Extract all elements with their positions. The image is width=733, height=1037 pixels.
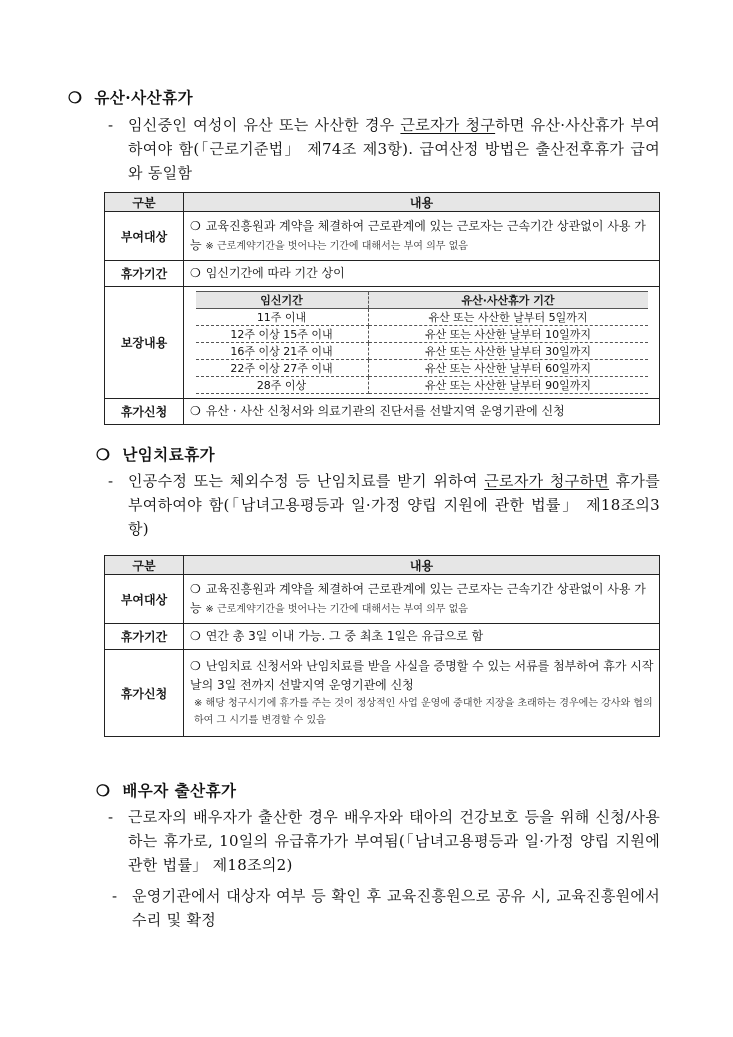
paragraph-spouse-leave-1 <box>108 805 660 877</box>
row-content <box>184 650 660 737</box>
paragraph-text: 근로자의 배우자가 출산한 경우 배우자와 태아의 건강보호 등을 위해 신청/사용하는 휴가로, 10일의 유급휴가가 부여됨(「남녀고용평등과 일·가정 양립 지원에 관한 법률」 제18조의2) <box>128 808 660 874</box>
table-row-application <box>105 650 660 737</box>
paragraph-text: 임신중인 여성이 유산 또는 사산한 경우 근로자가 청구하면 유산·사산휴가 부여하여야 함(「근로기준법」 제74조 제3항). 급여산정 방법은 출산전후휴가 급여와 동일함 <box>128 116 660 182</box>
circle-bullet-icon: ❍ <box>190 659 201 673</box>
circle-bullet-icon: ❍ <box>190 581 201 596</box>
inner-cell-leave: 유산 또는 사산한 날부터 5일까지 <box>368 309 648 326</box>
section-title-text: 유산·사산휴가 <box>94 88 194 107</box>
inner-header-row <box>196 292 648 309</box>
row-content: ❍ 임신기간에 따라 기간 상이 <box>184 261 660 287</box>
inner-cell-leave: 유산 또는 사산한 날부터 60일까지 <box>368 360 648 377</box>
row-content <box>184 287 660 399</box>
inner-cell-leave: 유산 또는 사산한 날부터 90일까지 <box>368 377 648 394</box>
header-content: 내용 <box>184 556 660 575</box>
dash-bullet: - <box>108 808 114 826</box>
inner-cell-period: 12주 이상 15주 이내 <box>196 326 369 343</box>
table-row-application <box>105 399 660 425</box>
underlined-phrase: 근로자가 청구 <box>400 116 496 134</box>
note-text: ※ 근로계약기간을 벗어나는 기간에 대해서는 부여 의무 없음 <box>205 240 468 252</box>
circle-bullet-icon: ❍ <box>190 404 201 418</box>
row-label: 휴가기간 <box>105 624 184 650</box>
inner-cell-leave: 유산 또는 사산한 날부터 10일까지 <box>368 326 648 343</box>
row-content: ❍ 교육진흥원과 계약을 체결하여 근로관계에 있는 근로자는 근속기간 상관없이 사용 가능 ※ 근로계약기간을 벗어나는 기간에 대해서는 부여 의무 없음 <box>184 575 660 624</box>
table-row-eligibility <box>105 575 660 624</box>
row-label: 부여대상 <box>105 212 184 261</box>
table-row <box>196 377 648 394</box>
row-label: 휴가기간 <box>105 261 184 287</box>
dash-bullet: - <box>112 887 118 905</box>
table-row-period <box>105 261 660 287</box>
paragraph-text: 인공수정 또는 체외수정 등 난임치료를 받기 위하여 근로자가 청구하면 휴가를 부여하여야 함(「남녀고용평등과 일·가정 양립 지원에 관한 법률」 제18조의3항) <box>128 472 660 538</box>
row-label: 휴가신청 <box>105 399 184 425</box>
application-text: ❍ 난임치료 신청서와 난임치료를 받을 사실을 증명할 수 있는 서류를 첨부하여 휴가 시작 날의 3일 전까지 선발지역 운영기관에 신청 <box>190 659 654 692</box>
circle-bullet-icon: ❍ <box>68 88 83 107</box>
table-row <box>196 360 648 377</box>
paragraph-miscarriage-leave <box>108 113 660 185</box>
note-text: ※ 근로계약기간을 벗어나는 기간에 대해서는 부여 의무 없음 <box>205 603 468 615</box>
table-row-eligibility <box>105 212 660 261</box>
inner-cell-period: 28주 이상 <box>196 377 369 394</box>
header-content: 내용 <box>184 193 660 212</box>
table-row-coverage <box>105 287 660 399</box>
table-row <box>196 343 648 360</box>
inner-cell-period: 16주 이상 21주 이내 <box>196 343 369 360</box>
circle-bullet-icon: ❍ <box>190 629 201 643</box>
section-title-miscarriage-leave <box>68 86 193 108</box>
table-row <box>196 309 648 326</box>
infertility-leave-table <box>104 555 660 737</box>
section-title-infertility-leave <box>96 443 215 465</box>
row-content: ❍ 교육진흥원과 계약을 체결하여 근로관계에 있는 근로자는 근속기간 상관없이 사용 가능 ※ 근로계약기간을 벗어나는 기간에 대해서는 부여 의무 없음 <box>184 212 660 261</box>
header-category: 구분 <box>105 193 184 212</box>
table-row-period <box>105 624 660 650</box>
underlined-phrase: 근로자가 청구하면 <box>484 472 610 490</box>
circle-bullet-icon: ❍ <box>96 781 111 800</box>
table-row <box>196 326 648 343</box>
row-label: 보장내용 <box>105 287 184 399</box>
paragraph-infertility-leave <box>108 469 660 541</box>
dash-bullet: - <box>108 116 114 134</box>
note-text: ※ 해당 청구시기에 휴가를 주는 것이 정상적인 사업 운영에 중대한 지장을 초래하는 경우에는 강사와 협의하여 그 시기를 변경할 수 있음 <box>194 698 653 726</box>
inner-cell-period: 22주 이상 27주 이내 <box>196 360 369 377</box>
paragraph-spouse-leave-2 <box>112 884 660 932</box>
circle-bullet-icon: ❍ <box>190 266 201 280</box>
paragraph-text: 운영기관에서 대상자 여부 등 확인 후 교육진흥원으로 공유 시, 교육진흥원에서 수리 및 확정 <box>132 887 660 929</box>
coverage-inner-table <box>196 291 648 394</box>
row-label: 부여대상 <box>105 575 184 624</box>
miscarriage-leave-table <box>104 192 660 425</box>
row-content: ❍ 유산 · 사산 신청서와 의료기관의 진단서를 선발지역 운영기관에 신청 <box>184 399 660 425</box>
section-title-text: 난임치료휴가 <box>122 445 216 464</box>
header-category: 구분 <box>105 556 184 575</box>
dash-bullet: - <box>108 472 114 490</box>
row-label: 휴가신청 <box>105 650 184 737</box>
inner-header-leave: 유산·사산휴가 기간 <box>368 292 648 309</box>
circle-bullet-icon: ❍ <box>190 218 201 233</box>
inner-header-period: 임신기간 <box>196 292 369 309</box>
inner-cell-period: 11주 이내 <box>196 309 369 326</box>
table-header-row <box>105 556 660 575</box>
row-content: ❍ 연간 총 3일 이내 가능. 그 중 최초 1일은 유급으로 함 <box>184 624 660 650</box>
table-header-row <box>105 193 660 212</box>
section-title-text: 배우자 출산휴가 <box>122 781 237 800</box>
section-title-spouse-leave <box>96 779 237 801</box>
inner-cell-leave: 유산 또는 사산한 날부터 30일까지 <box>368 343 648 360</box>
circle-bullet-icon: ❍ <box>96 445 111 464</box>
